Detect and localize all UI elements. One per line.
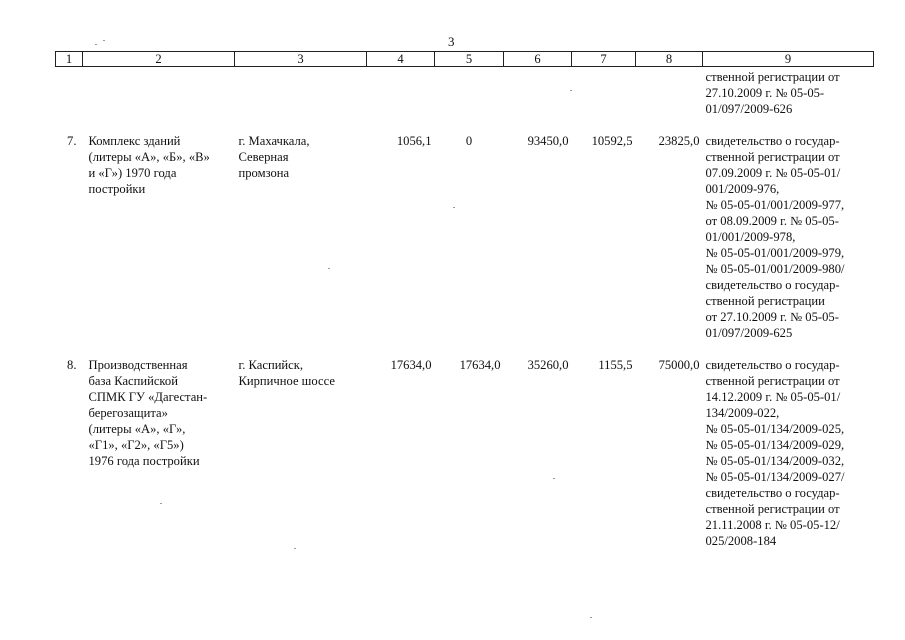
text-line: 07.09.2009 г. № 05-05-01/ [705,166,841,180]
text-line: (литеры «А», «Б», «В» [88,150,210,164]
value-col4: 17634,0 [390,358,432,372]
address-cell [235,341,367,549]
text-line: г. Махачкала, [238,134,310,148]
row-number: 8. [67,358,77,372]
scan-speck [103,40,105,41]
text-line: № 05-05-01/001/2009-979, [705,246,845,260]
column-header: 6 [504,52,572,67]
scan-speck [95,44,97,45]
text-line: ственной регистрации от [705,70,840,84]
text-line: промзона [238,166,290,180]
text-line: постройки [88,182,146,196]
value-col8: 23825,0 [658,134,700,148]
text-line: (литеры «А», «Г», [88,422,186,436]
column-number-header [56,52,874,67]
text-line: база Каспийской [88,374,178,388]
text-line: и «Г») 1970 года [88,166,177,180]
text-line: 025/2008-184 [705,534,777,548]
text-line: ственной регистрации от [705,150,840,164]
text-line: 001/2009-976, [705,182,780,196]
column-header: 7 [572,52,636,67]
text-line: Северная [238,150,289,164]
text-line: 14.12.2009 г. № 05-05-01/ [705,390,841,404]
text-line: № 05-05-01/134/2009-029, [705,438,845,452]
text-line: Кирпичное шоссе [238,374,335,388]
text-line: 01/097/2009-625 [705,326,793,340]
text-line: СПМК ГУ «Дагестан- [88,390,208,404]
text-line: свидетельство о государ- [705,486,840,500]
value-col6: 35260,0 [527,358,569,372]
value-col7: 10592,5 [591,134,633,148]
value-col4: 1056,1 [396,134,432,148]
text-line: ственной регистрации от [705,502,840,516]
value-col6: 93450,0 [527,134,569,148]
text-line: № 05-05-01/134/2009-032, [705,454,845,468]
text-line: 01/001/2009-978, [705,230,796,244]
text-line: свидетельство о государ- [705,358,840,372]
scan-speck [294,548,296,549]
column-header: 1 [56,52,83,67]
text-line: 01/097/2009-626 [705,102,793,116]
text-line: ственной регистрации [705,294,825,308]
text-line: «Г1», «Г2», «Г5») [88,438,184,452]
text-line: № 05-05-01/134/2009-025, [705,422,845,436]
text-line: 134/2009-022, [705,406,780,420]
value-col5: 0 [465,134,473,148]
text-line: от 27.10.2009 г. № 05-05- [705,310,839,324]
text-line: Производственная [88,358,188,372]
row-number: 7. [67,134,77,148]
text-line: 21.11.2008 г. № 05-05-12/ [705,518,840,532]
scan-speck [553,478,555,479]
text-line: от 08.09.2009 г. № 05-05- [705,214,839,228]
property-table [55,51,874,549]
scan-speck [453,207,455,208]
text-line: свидетельство о государ- [705,134,840,148]
value-col5: 17634,0 [459,358,501,372]
scan-speck [328,268,330,269]
registration-cell [703,341,874,549]
text-line: 27.10.2009 г. № 05-05- [705,86,825,100]
column-header: 3 [235,52,367,67]
table-row [56,117,874,341]
page-number: 3 [448,34,455,49]
table-row [56,341,874,549]
text-line: № 05-05-01/001/2009-977, [705,198,845,212]
value-col7: 1155,5 [598,358,633,372]
continuation-row [56,67,874,118]
column-header: 8 [636,52,703,67]
text-line: г. Каспийск, [238,358,304,372]
value-col8: 75000,0 [658,358,700,372]
text-line: Комплекс зданий [88,134,181,148]
column-header: 4 [367,52,435,67]
registration-cell [703,117,874,341]
scan-speck [570,90,572,91]
text-line: свидетельство о государ- [705,278,840,292]
text-line: берегозащита» [88,406,168,420]
object-name-cell [83,117,235,341]
text-line: № 05-05-01/001/2009-980/ [705,262,845,276]
column-header: 5 [435,52,504,67]
address-cell [235,117,367,341]
text-line: № 05-05-01/134/2009-027/ [705,470,845,484]
column-header: 9 [703,52,874,67]
column-header: 2 [83,52,235,67]
text-line: 1976 года постройки [88,454,200,468]
text-line: ственной регистрации от [705,374,840,388]
scan-speck [160,503,162,504]
scan-speck [590,617,592,618]
continued-registration-cell [703,67,874,118]
object-name-cell [83,341,235,549]
